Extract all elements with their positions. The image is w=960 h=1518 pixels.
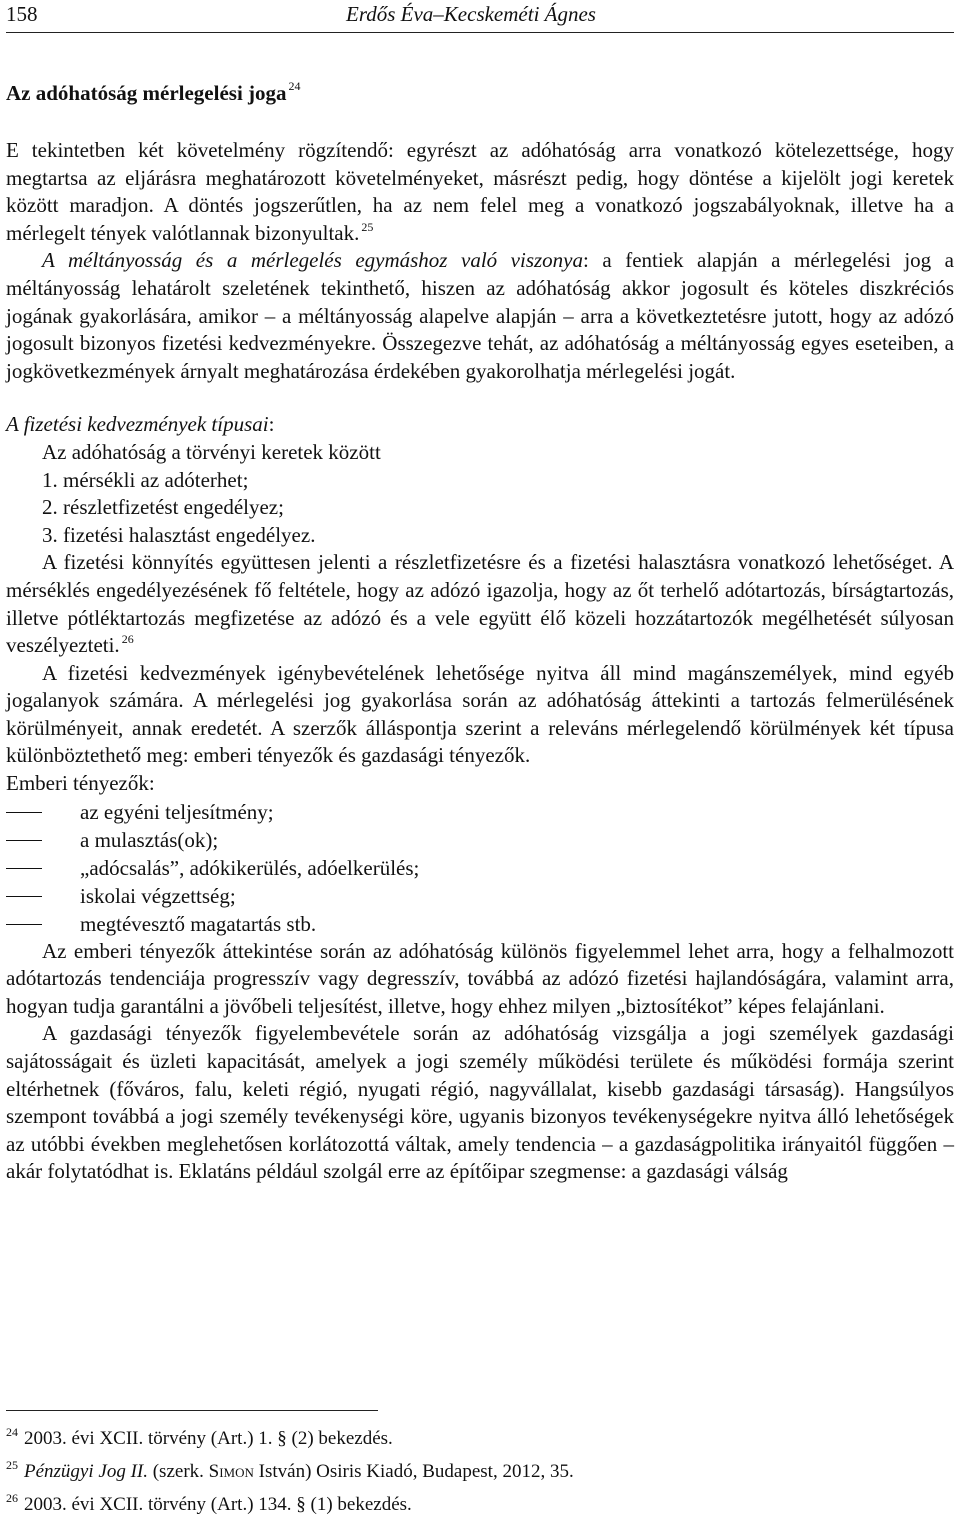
list-item: 1. mérsékli az adóterhet; bbox=[42, 467, 249, 492]
footnote-rule bbox=[6, 1410, 378, 1411]
paragraph: A gazdasági tényezők figyelembevétele során az adóhatóság vizsgálja a jogi személyek gazdasági sajátosságait és üzleti kapacitását, amelyek a jogi személy működési területe és működési formája szerint eltérhetnek (főváros, falu, keleti régió, nyugati régió, nagyvállalat, kisebb gazdasági társaság). Hangsúlyos szempont továbbá a jogi személy tevékenységi köre, ugyanis bizonyos tevékenységekre nyitva álló lehetőségek az utóbbi években meglehetősen korlátozottá váltak, amely tendencia – a gazdaságpolitika irányaitól függően – akár folytatódhat is. Eklatáns például szolgál erre az építőipar szegmense: a gazdasági válság bbox=[6, 1021, 954, 1184]
dash-bullet bbox=[6, 924, 42, 925]
body-text bbox=[6, 68, 954, 1186]
page-header bbox=[6, 0, 954, 36]
paragraph: A fizetési könnyítés együttesen jelenti a részletfizetésre és a fizetési halasztásra vonatkozó lehetőséget. A mérséklés engedélyezésének fő feltétele, hogy az adózó igazolja, hogy az őt terhelő adótartozás, bírságtartozás, illetve pótléktartozás megfizetése az adózó és a vele együtt élő közeli hozzátartozók megélhetését súlyosan veszélyezteti. $^{26}$ bbox=[6, 550, 954, 658]
types-intro: Az adóhatóság a törvényi keretek között bbox=[42, 439, 381, 464]
section-title: Az adóhatóság mérlegelési joga $^{24}$ bbox=[6, 79, 301, 105]
human-factors-heading: Emberi tényezők: bbox=[6, 771, 155, 796]
dash-bullet bbox=[6, 840, 42, 841]
types-heading: A fizetési kedvezmények típusai: bbox=[6, 412, 275, 437]
paragraph: A méltányosság és a mérlegelés egymáshoz való viszonya: a fentiek alapján a mérlegelési jog a méltányosság lehatárolt szeletének tekinthető, hiszen az adóhatóság akkor jogosult és köteles diszkréciós jogának gyakorlására, amikor – a méltányosság alapelve alapján – arra a következtetésre jutott, hogy az adózó jogosult bizonyos fizetési kedvezményekre. Összegezve tehát, az adóhatóság a méltányosság egyes eseteiben, a jogkövetkezmények árnyalt meghatározása érdekében gyakorolhatja mérlegelési jogát. bbox=[6, 248, 954, 383]
footnote: $^{25}$ Pénzügyi Jog II. (szerk. Simon István) Osiris Kiadó, Budapest, 2012, 35. bbox=[6, 1458, 574, 1482]
footnote-ref: 25 bbox=[361, 219, 374, 234]
dash-bullet bbox=[6, 868, 42, 869]
paragraph: A fizetési kedvezmények igénybevételének lehetősége nyitva áll mind magánszemélyek, mind egyéb jogalanyok számára. A mérlegelési jog gyakorlása során az adóhatóság áttekinti a tartozás felmerülésének körülményeit, annak eredetét. A szerzők álláspontja szerint a releváns mérlegelendő körülmények két típusa különböztethető meg: emberi tényezők és gazdasági tényezők. bbox=[6, 660, 954, 768]
paragraph: E tekintetben két követelmény rögzítendő: egyrészt az adóhatóság arra vonatkozó kötelezettsége, hogy megtartsa az eljárásra meghatározott követelményeket, másrészt pedig, hogy döntése a kijelölt jogi keretek között maradjon. A döntés jogszerűtlen, ha az nem felel meg a vonatkozó jogszabályoknak, illetve ha a mérlegelt tények valótlannak bizonyultak. $^{25}$ bbox=[6, 138, 954, 245]
list-item: iskolai végzettség; bbox=[6, 882, 954, 910]
dash-bullet bbox=[6, 896, 42, 897]
page-number: 158 bbox=[6, 2, 38, 26]
list-item: az egyéni teljesítmény; bbox=[6, 798, 954, 826]
footnote-ref: 24 bbox=[288, 79, 301, 93]
footnote: $^{24}$ 2003. évi XCII. törvény (Art.) 1. § (2) bekezdés. bbox=[6, 1425, 393, 1449]
list-item: a mulasztás(ok); bbox=[6, 826, 954, 854]
human-factors-list bbox=[6, 798, 954, 938]
types-list bbox=[6, 467, 954, 550]
list-item: 3. fizetési halasztást engedélyez. bbox=[42, 522, 316, 547]
dash-bullet bbox=[6, 812, 42, 813]
list-item: megtévesztő magatartás stb. bbox=[6, 910, 954, 938]
footnotes bbox=[6, 1410, 954, 1518]
list-item: 2. részletfizetést engedélyez; bbox=[42, 495, 284, 520]
footnote: $^{26}$ 2003. évi XCII. törvény (Art.) 134. § (1) bekezdés. bbox=[6, 1491, 412, 1515]
header-rule bbox=[6, 32, 954, 33]
running-head: Erdős Éva–Kecskeméti Ágnes bbox=[346, 2, 596, 26]
list-item: „adócsalás”, adókikerülés, adóelkerülés; bbox=[6, 854, 954, 882]
paragraph: Az emberi tényezők áttekintése során az adóhatóság különös figyelemmel lehet arra, hogy a felhalmozott adótartozás tendenciája progresszív vagy degresszív, továbbá az adózó fizetési hajlandóságára, valamint arra, hogyan tudja garantálni a jövőbeli teljesítést, illetve, hogy ehhez milyen „biztosítékot” képes felajánlani. bbox=[6, 938, 954, 1018]
footnote-ref: 26 bbox=[121, 632, 134, 647]
